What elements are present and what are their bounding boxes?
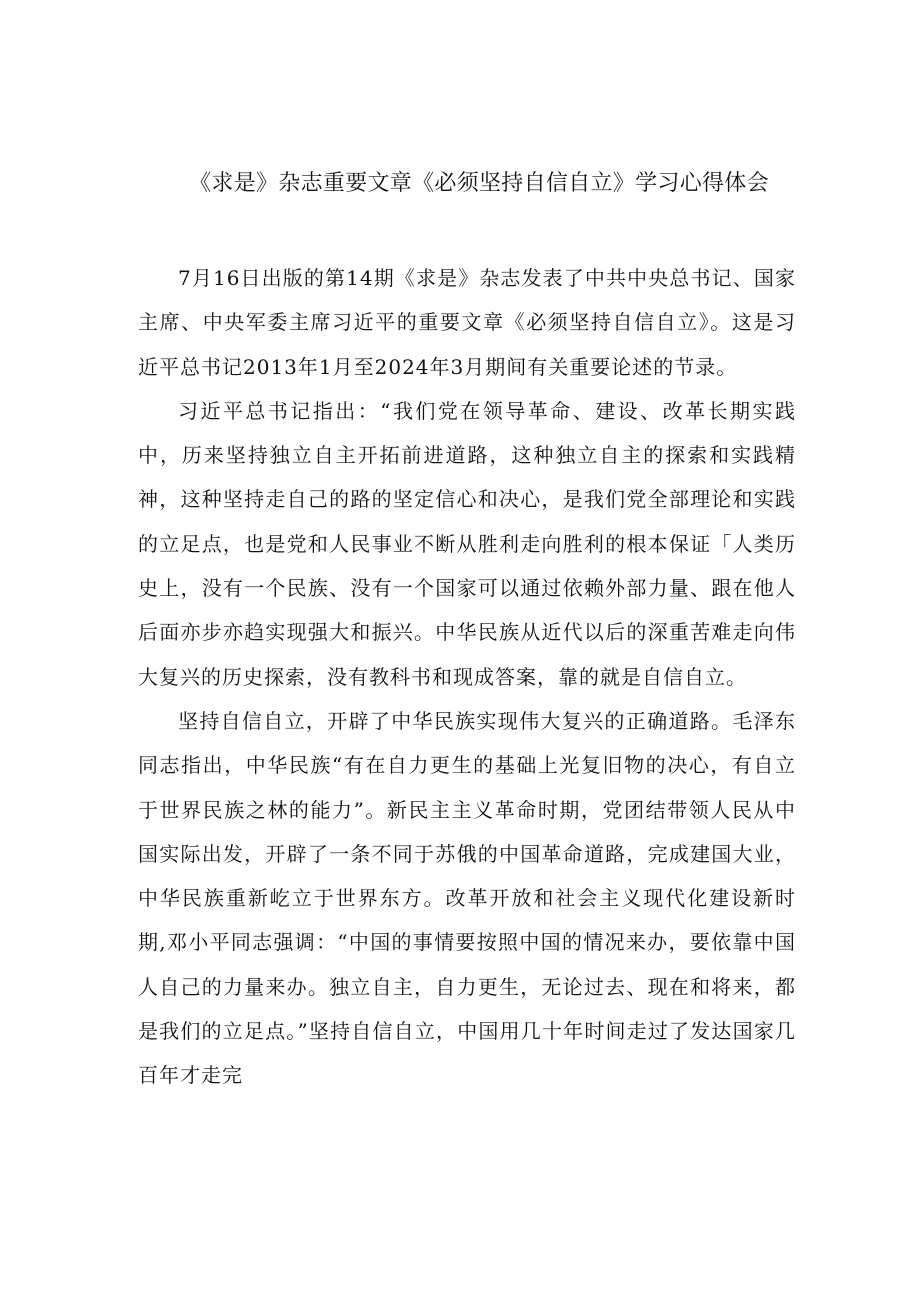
document-body	[138, 256, 796, 1098]
paragraph-3: 坚持自信自立，开辟了中华民族实现伟大复兴的正确道路。毛泽东同志指出，中华民族“有在自力更生的基础上光复旧物的决心，有自立于世界民族之林的能力”。新民主主义革命时期，党团结带领人民从中国实际出发，开辟了一条不同于苏俄的中国革命道路，完成建国大业，中华民族重新屹立于世界东方。改革开放和社会主义现代化建设新时期,邓小平同志强调：“中国的事情要按照中国的情况来办，要依靠中国人自己的力量来办。独立自主，自力更生，无论过去、现在和将来，都是我们的立足点。”坚持自信自立，中国用几十年时间走过了发达国家几百年才走完	[138, 708, 796, 1088]
paragraph-2: 习近平总书记指出：“我们党在领导革命、建设、改革长期实践中，历来坚持独立自主开拓前进道路，这种独立自主的探索和实践精神，这种坚持走自己的路的坚定信心和决心，是我们党全部理论和实践的立足点，也是党和人民事业不断从胜利走向胜利的根本保证「人类历史上，没有一个民族、没有一个国家可以通过依赖外部力量、跟在他人后面亦步亦趋实现强大和振兴。中华民族从近代以后的深重苦难走向伟大复兴的历史探索，没有教科书和现成答案，靠的就是自信自立。	[138, 398, 796, 689]
document-title: 《求是》杂志重要文章《必须坚持自信自立》学习心得体会	[189, 171, 769, 196]
paragraph-1: 7月16日出版的第14期《求是》杂志发表了中共中央总书记、国家主席、中央军委主席习近平的重要文章《必须坚持自信自立》。这是习近平总书记2013年1月至2024年3月期间有关重要论述的节录。	[138, 266, 796, 379]
